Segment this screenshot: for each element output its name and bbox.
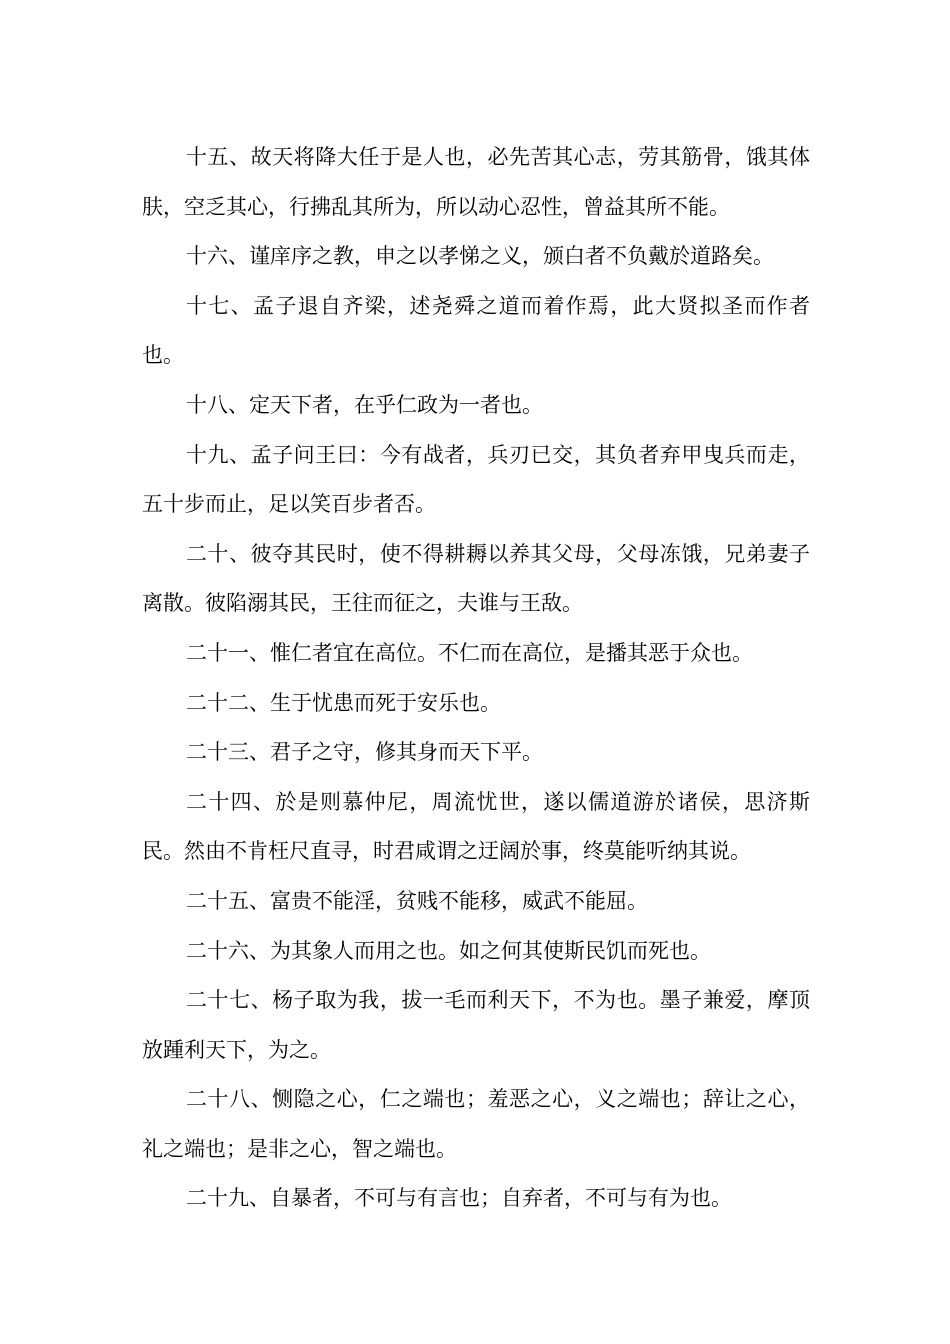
paragraph-25: 二十五、富贵不能淫，贫贱不能移，威武不能屈。 xyxy=(186,888,648,913)
paragraph-24: 二十四、於是则慕仲尼，周流忧世，遂以儒道游於诸侯，思济斯民。然由不肯枉尺直寻，时君咸谓之迂阔於事，终莫能听纳其说。 xyxy=(142,789,810,864)
paragraph-16: 十六、谨庠序之教，申之以孝悌之义，颁白者不负戴於道路矣。 xyxy=(186,244,774,269)
paragraph-21: 二十一、惟仁者宜在高位。不仁而在高位，是播其恶于众也。 xyxy=(186,640,753,665)
paragraph-29: 二十九、自暴者，不可与有言也；自弃者，不可与有为也。 xyxy=(186,1186,732,1211)
paragraph-23: 二十三、君子之守，修其身而天下平。 xyxy=(186,740,543,765)
paragraph-22: 二十二、生于忧患而死于安乐也。 xyxy=(186,690,501,715)
paragraph-28: 二十八、恻隐之心，仁之端也；羞恶之心，义之端也；辞让之心，礼之端也；是非之心，智之端也。 xyxy=(142,1087,810,1161)
paragraph-26: 二十六、为其象人而用之也。如之何其使斯民饥而死也。 xyxy=(186,938,711,963)
paragraph-15: 十五、故天将降大任于是人也，必先苦其心志，劳其筋骨，饿其体肤，空乏其心，行拂乱其所为，所以动心忍性，曾益其所不能。 xyxy=(142,145,810,219)
paragraph-20: 二十、彼夺其民时，使不得耕耨以养其父母，父母冻饿，兄弟妻子离散。彼陷溺其民，王往而征之，夫谁与王敌。 xyxy=(142,541,810,616)
paragraph-18: 十八、定天下者，在乎仁政为一者也。 xyxy=(186,392,543,417)
paragraph-17: 十七、孟子退自齐梁，述尧舜之道而着作焉，此大贤拟圣而作者也。 xyxy=(142,293,810,368)
document-page xyxy=(142,133,810,1224)
paragraph-19: 十九、孟子问王曰：今有战者，兵刃已交，其负者弃甲曳兵而走，五十步而止，足以笑百步者否。 xyxy=(142,442,810,517)
paragraph-27: 二十七、杨子取为我，拔一毛而利天下，不为也。墨子兼爱，摩顶放踵利天下，为之。 xyxy=(142,988,810,1062)
